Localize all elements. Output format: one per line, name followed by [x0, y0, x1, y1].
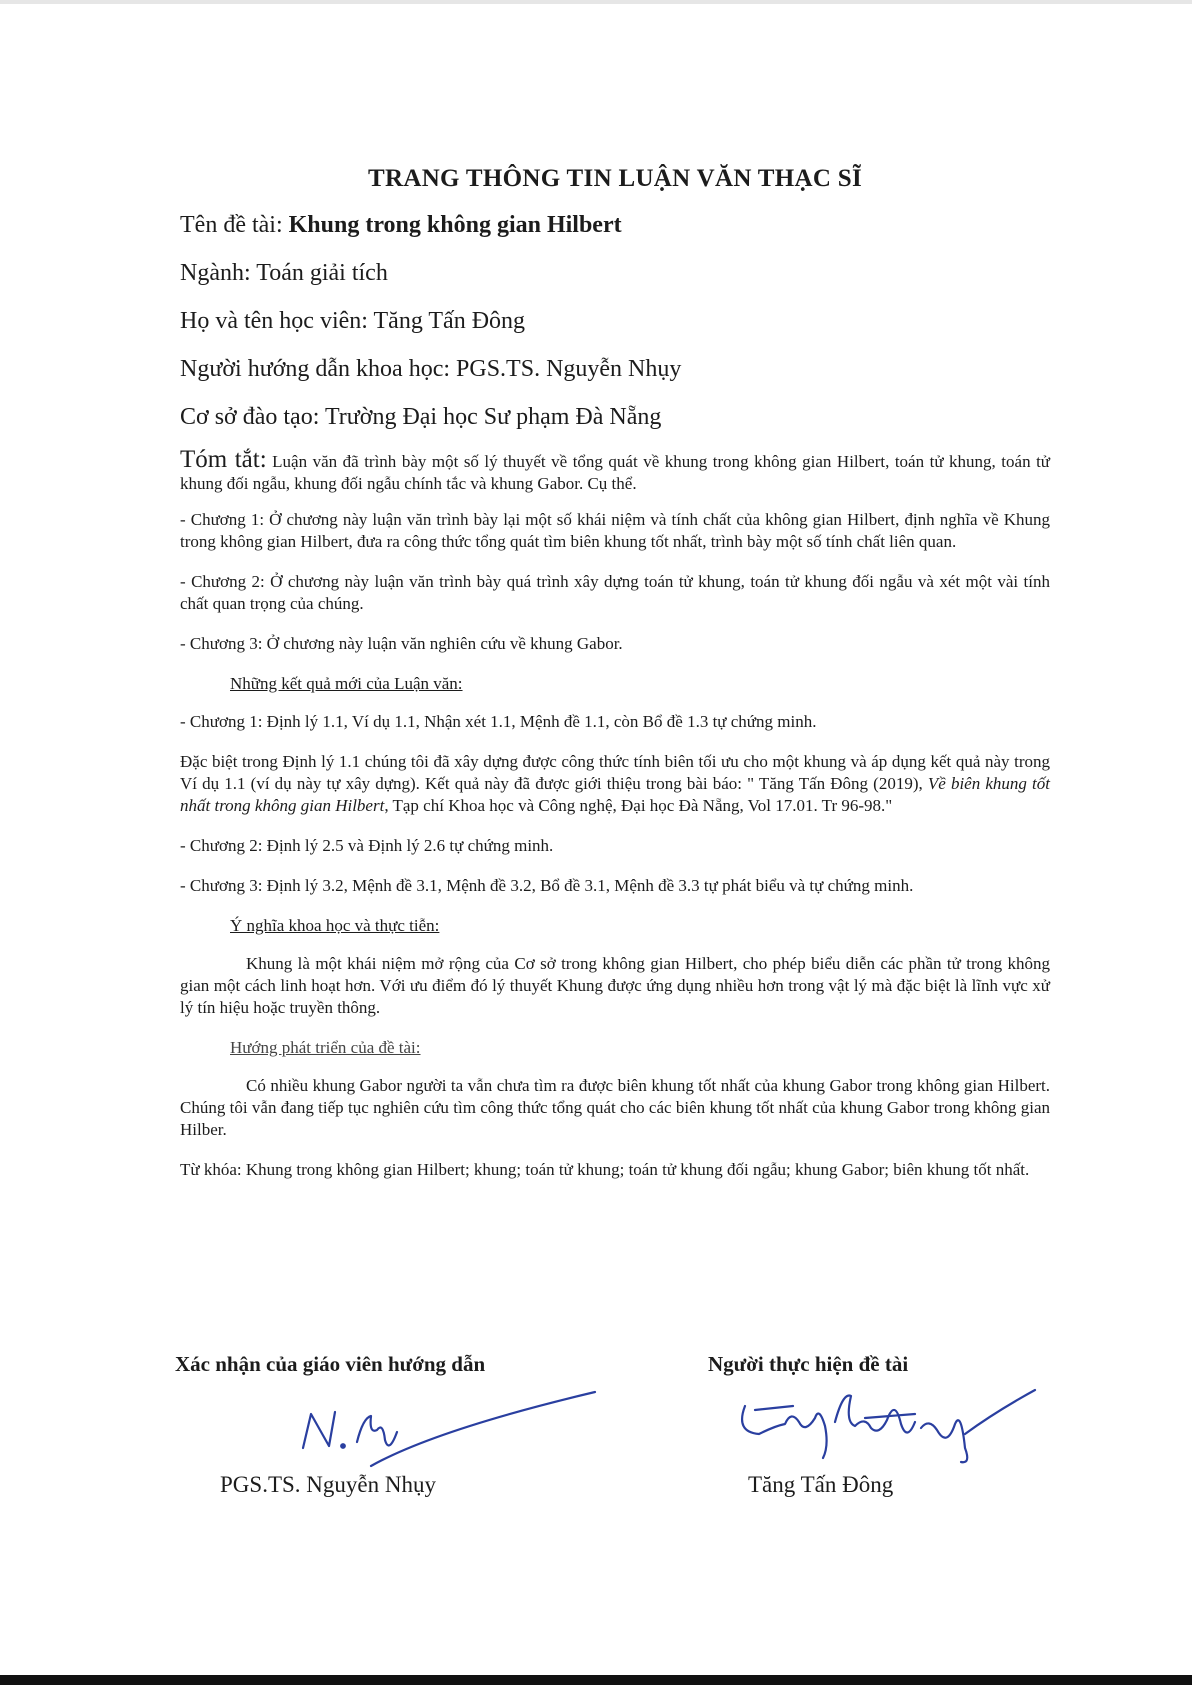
major-value: Toán giải tích	[256, 260, 388, 286]
thesis-title-label: Tên đề tài:	[180, 212, 289, 238]
institution-label: Cơ sở đào tạo:	[180, 404, 325, 430]
supervisor-label: Người hướng dẫn khoa học:	[180, 356, 457, 382]
document-content	[180, 165, 1050, 1199]
student-value: Tăng Tấn Đông	[373, 308, 526, 334]
significance-heading: Ý nghĩa khoa học và thực tiễn:	[230, 916, 440, 935]
abstract-text: Luận văn đã trình bày một số lý thuyết về tổng quát về khung trong không gian Hilbert, toán tử khung, toán tử khung đối ngẫu, khung đối ngẫu chính tắc và khung Gabor. Cụ thể.	[180, 452, 1051, 493]
major-line	[180, 257, 1050, 289]
chapter-1-summary: - Chương 1: Ở chương này luận văn trình bày lại một số khái niệm và tính chất của không gian Hilbert, định nghĩa về Khung trong không gian Hilbert, đưa ra công thức tổng quát tìm biên khung tốt nhất, trình bày một số tính chất liên quan.	[180, 510, 1050, 551]
author-signature	[715, 1362, 1045, 1472]
significance-text: Khung là một khái niệm mở rộng của Cơ sở trong không gian Hilbert, cho phép biểu diễn các phần tử trong không gian một cách linh hoạt hơn. Với ưu điểm đó lý thuyết Khung được ứng dụng nhiều hơn trong vật lý mà đặc biệt là lĩnh vực xử lý tín hiệu hoặc truyền thông.	[180, 954, 1050, 1017]
abstract-lead: Tóm tắt:	[180, 446, 267, 473]
signature-area	[175, 1352, 1055, 1512]
thesis-title-value: Khung trong không gian Hilbert	[288, 212, 622, 238]
thesis-title-line	[180, 209, 1050, 241]
supervisor-signature-strokes	[303, 1392, 595, 1466]
author-name: Tăng Tấn Đông	[748, 1472, 894, 1497]
student-line	[180, 305, 1050, 337]
supervisor-signature	[285, 1370, 605, 1480]
institution-line	[180, 401, 1050, 433]
scan-top-edge	[0, 0, 1192, 4]
supervisor-confirmation-label: Xác nhận của giáo viên hướng dẫn	[175, 1352, 486, 1376]
new-results-chapter-2: - Chương 2: Định lý 2.5 và Định lý 2.6 tự chứng minh.	[180, 836, 554, 855]
major-label: Ngành:	[180, 260, 257, 286]
direction-heading: Hướng phát triển của đề tài:	[230, 1038, 421, 1057]
special-article-title: Về biên khung tốt nhất trong không gian Hilbert	[180, 774, 1050, 815]
new-results-heading: Những kết quả mới của Luận văn:	[230, 674, 463, 693]
direction-text: Có nhiều khung Gabor người ta vẫn chưa tìm ra được biên khung tốt nhất của khung Gabor trong không gian Hilbert. Chúng tôi vẫn đang tiếp tục nghiên cứu tìm công thức tổng quát cho các biên khung tốt nhất của khung Gabor trong không gian Hilber.	[180, 1076, 1050, 1139]
chapter-3-summary: - Chương 3: Ở chương này luận văn nghiên cứu về khung Gabor.	[180, 634, 623, 653]
supervisor-line	[180, 353, 1050, 385]
abstract-paragraph	[180, 446, 1051, 495]
special-pre: Đặc biệt trong Định lý 1.1 chúng tôi đã xây dựng được công thức tính biên tối ưu cho một khung và áp dụng kết quả này trong Ví dụ 1.1 (ví dụ này tự xây dựng). Kết quả này đã được giới thiệu trong bài báo: " Tăng Tấn Đông (2019),	[180, 752, 1050, 793]
student-label: Họ và tên học viên:	[180, 308, 374, 334]
author-signature-strokes	[742, 1390, 1035, 1462]
new-results-chapter-1: - Chương 1: Định lý 1.1, Ví dụ 1.1, Nhận xét 1.1, Mệnh đề 1.1, còn Bổ đề 1.3 tự chứng minh.	[180, 712, 817, 731]
author-label: Người thực hiện đề tài	[708, 1352, 909, 1376]
supervisor-value: PGS.TS. Nguyễn Nhụy	[456, 356, 682, 382]
keywords: Từ khóa: Khung trong không gian Hilbert; khung; toán tử khung; toán tử khung đối ngẫu; khung Gabor; biên khung tốt nhất.	[180, 1160, 1030, 1179]
chapter-2-summary: - Chương 2: Ở chương này luận văn trình bày quá trình xây dựng toán tử khung, toán tử khung đối ngẫu và xét một vài tính chất quan trọng của chúng.	[180, 572, 1050, 613]
page-title: TRANG THÔNG TIN LUẬN VĂN THẠC SĨ	[368, 165, 862, 192]
supervisor-name: PGS.TS. Nguyễn Nhụy	[220, 1472, 436, 1497]
special-post: , Tạp chí Khoa học và Công nghệ, Đại học Đà Nẵng, Vol 17.01. Tr 96-98."	[384, 796, 893, 815]
institution-value: Trường Đại học Sư phạm Đà Nẵng	[324, 404, 662, 430]
new-results-special	[180, 751, 1050, 817]
scan-bottom-edge	[0, 1675, 1192, 1685]
new-results-chapter-3: - Chương 3: Định lý 3.2, Mệnh đề 3.1, Mệnh đề 3.2, Bổ đề 3.1, Mệnh đề 3.3 tự phát biểu và tự chứng minh.	[180, 876, 914, 895]
